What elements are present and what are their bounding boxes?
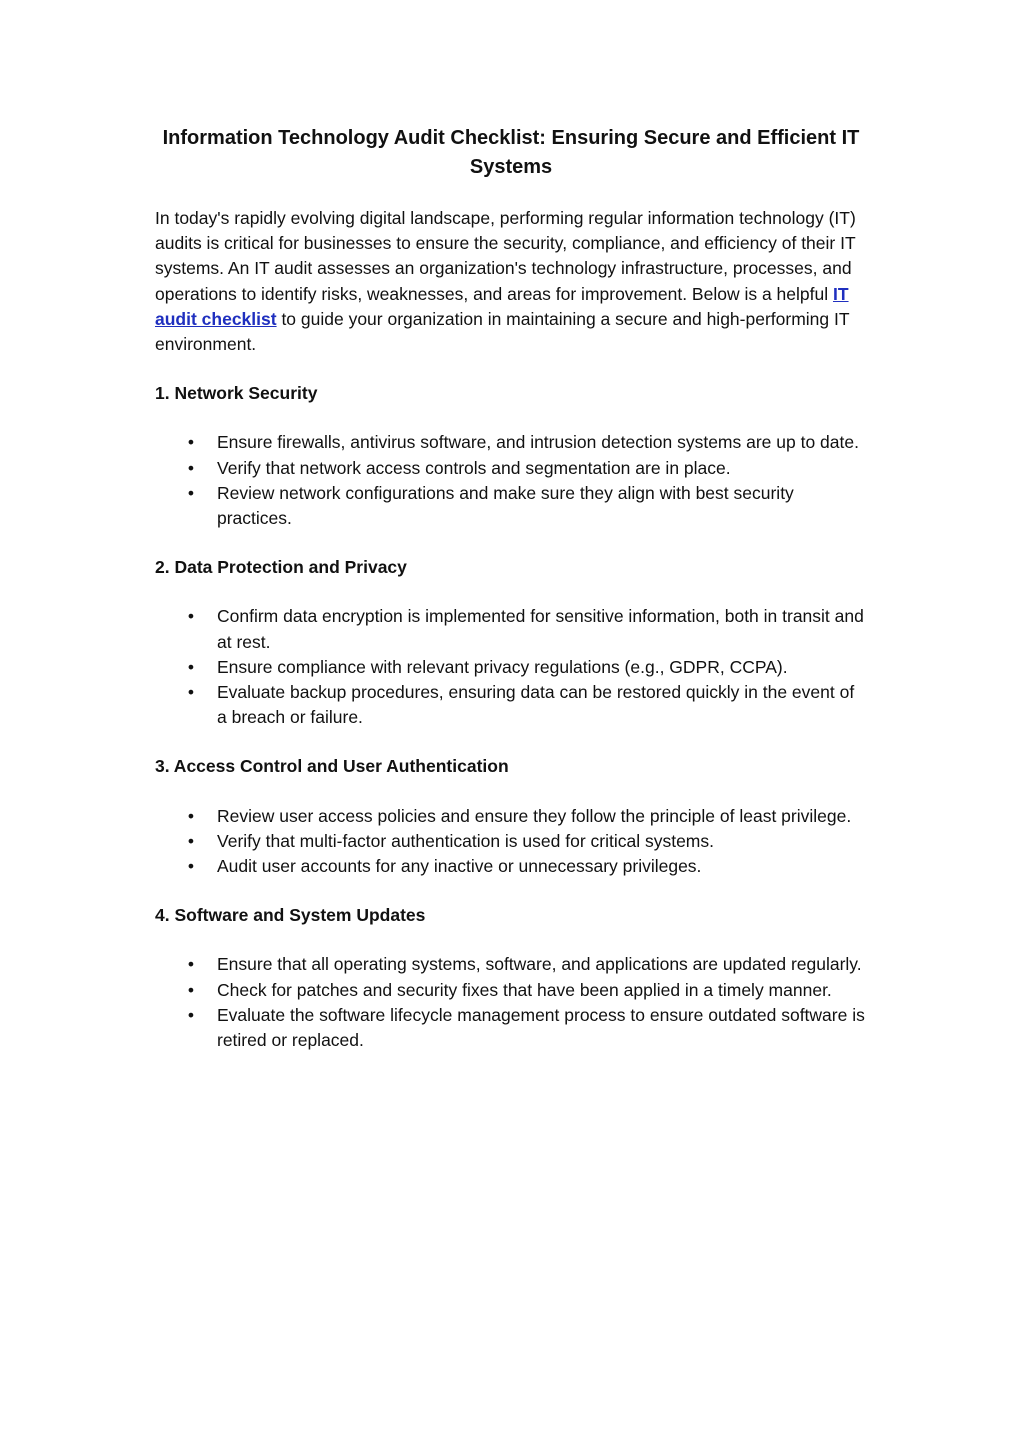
list-item xyxy=(187,978,867,1003)
intro-text-start: In today's rapidly evolving digital landscape, performing regular information technology (IT) audits is critical for businesses to ensure the security, compliance, and efficiency of their IT systems. An IT audit assesses an organization's technology infrastructure, processes, and operations to identify risks, weaknesses, and areas for improvement. Below is a helpful xyxy=(155,208,856,304)
section-software-updates xyxy=(155,903,867,1053)
bullet-icon: • xyxy=(187,682,195,703)
intro-text-end: to guide your organization in maintaining a secure and high-performing IT environment. xyxy=(155,308,850,355)
page-title: Information Technology Audit Checklist: Ensuring Secure and Efficient IT Systems xyxy=(162,127,860,178)
section-access-control xyxy=(155,754,867,879)
list-item xyxy=(187,430,867,455)
list-item xyxy=(187,952,867,977)
list-item-text: Verify that network access controls and segmentation are in place. xyxy=(217,457,731,478)
list-item xyxy=(187,680,867,730)
bullet-icon: • xyxy=(187,979,195,1000)
bullet-icon: • xyxy=(187,856,195,877)
list-item xyxy=(187,655,867,680)
list-item-text: Audit user accounts for any inactive or unnecessary privileges. xyxy=(217,856,702,877)
section-heading: 2. Data Protection and Privacy xyxy=(155,557,407,578)
list-item xyxy=(187,604,867,654)
list-item xyxy=(187,829,867,854)
section-heading: 4. Software and System Updates xyxy=(155,905,426,926)
list-item-text: Ensure that all operating systems, software, and applications are updated regularly. xyxy=(217,954,862,975)
bullet-icon: • xyxy=(187,1004,195,1025)
bullet-icon: • xyxy=(187,482,195,503)
section-data-protection xyxy=(155,555,867,730)
bullet-icon: • xyxy=(187,457,195,478)
list-item-text: Evaluate backup procedures, ensuring data can be restored quickly in the event of a breach or failure. xyxy=(217,682,855,728)
bullet-icon: • xyxy=(187,830,195,851)
list-item-text: Ensure firewalls, antivirus software, and intrusion detection systems are up to date. xyxy=(217,432,859,453)
list-item-text: Review network configurations and make sure they align with best security practices. xyxy=(217,482,794,529)
section-heading: 3. Access Control and User Authentication xyxy=(155,756,509,777)
list-item-text: Confirm data encryption is implemented for sensitive information, both in transit and at rest. xyxy=(217,606,864,652)
list-item xyxy=(187,481,867,531)
intro-paragraph xyxy=(155,206,867,357)
bullet-list xyxy=(155,604,867,730)
list-item xyxy=(187,854,867,879)
it-audit-checklist-link[interactable]: IT audit checklist xyxy=(155,283,849,329)
list-item xyxy=(187,456,867,481)
list-item-text: Check for patches and security fixes that have been applied in a timely manner. xyxy=(217,979,832,1000)
bullet-icon: • xyxy=(187,954,195,975)
list-item xyxy=(187,1003,867,1053)
bullet-icon: • xyxy=(187,606,195,627)
list-item-text: Evaluate the software lifecycle management process to ensure outdated software is retired or replaced. xyxy=(217,1004,865,1051)
list-item-text: Verify that multi-factor authentication is used for critical systems. xyxy=(217,830,714,851)
list-item-text: Review user access policies and ensure they follow the principle of least privilege. xyxy=(217,805,852,826)
bullet-icon: • xyxy=(187,805,195,826)
section-heading: 1. Network Security xyxy=(155,383,318,404)
bullet-icon: • xyxy=(187,656,195,677)
bullet-list xyxy=(155,430,867,531)
bullet-list xyxy=(155,952,867,1053)
list-item xyxy=(187,804,867,829)
bullet-icon: • xyxy=(187,432,195,453)
bullet-list xyxy=(155,804,867,880)
document-content xyxy=(155,124,867,1053)
section-network-security xyxy=(155,381,867,531)
list-item-text: Ensure compliance with relevant privacy regulations (e.g., GDPR, CCPA). xyxy=(217,656,788,677)
